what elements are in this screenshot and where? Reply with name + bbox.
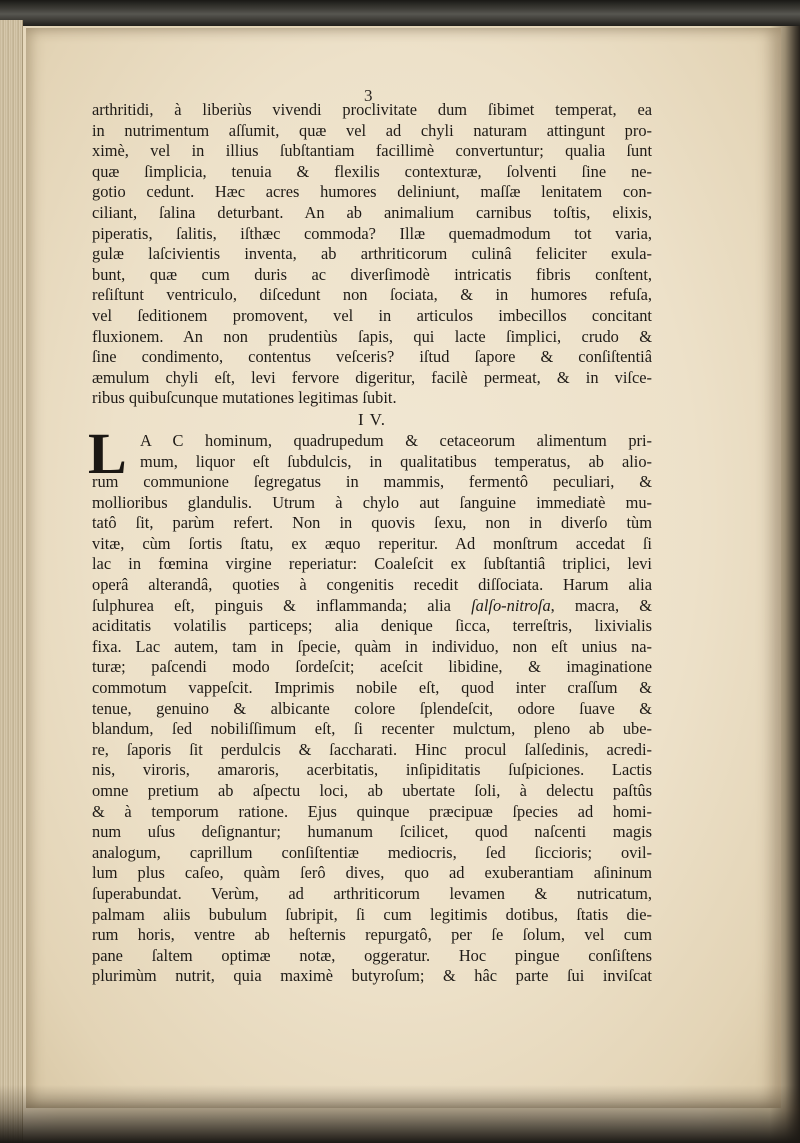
text-line: re, ſaporis ſit perdulcis & ſaccharati. Hinc procul ſalſedinis, acredi- [92, 739, 652, 759]
text-line: fluxionem. An non prudentiùs ſapis, qui lacte ſimplici, crudo & [92, 326, 652, 346]
text-line: num uſus deſignantur; humanum ſcilicet, quod naſcenti magis [92, 822, 652, 842]
text-line: operâ alterandâ, quoties à congenitis recedit diſſociata. Harum alia [92, 575, 652, 595]
indented-lines [92, 431, 652, 472]
text-line: analogum, caprillum conſiſtentiæ mediocris, ſed ſiccioris; ovil- [92, 842, 652, 862]
text-line: ſuperabundat. Verùm, ad arthriticorum levamen & nutricatum, [92, 883, 652, 903]
text-line: ciliant, ſalina deturbant. An ab animalium carnibus toſtis, elixis, [92, 202, 652, 222]
text-line: tenue, genuino & albicante colore ſplendeſcit, odore ſuave & [92, 698, 652, 718]
lines-before-italic [92, 472, 652, 596]
text-line: ſine condimento, contentus veſceris? iſtud ſapore & conſiſtentiâ [92, 347, 652, 367]
bottom-shadow [0, 1085, 800, 1143]
text-line: rum horis, ventre ab heſternis repurgatô, per ſe ſolum, vel cum [92, 925, 652, 945]
line-segment: ſulphurea eſt, pinguis & inflammanda; alia [92, 595, 472, 615]
text-line: bunt, quæ cum duris ac diverſimodè intricatis fibris conſtent, [92, 264, 652, 284]
text-line: in nutrimentum aſſumit, quæ vel ad chyli naturam attingunt pro- [92, 120, 652, 140]
text-line: turæ; paſcendi modo ſordeſcit; aceſcit libidine, & imaginatione [92, 657, 652, 677]
lines-after-italic [92, 616, 652, 987]
text-line: A C hominum, quadrupedum & cetaceorum alimentum pri- [140, 430, 652, 450]
page-number: 3 [364, 86, 373, 105]
text-line: æmulum chyli eſt, levi fervore digeritur, facilè permeat, & in viſce- [92, 367, 652, 387]
text-line: ribus quibuſcunque mutationes legitimas ſubit. [92, 388, 397, 408]
text-line: rum communione ſegregatus in mammis, fermentô peculiari, & [92, 472, 652, 492]
section-heading: I V. [358, 409, 386, 429]
italic-term: ſalſo-nitroſa [471, 595, 551, 615]
text-line: lac in fœmina virgine reperiatur: Coaleſcit ex ſubſtantiâ triplici, levi [92, 554, 652, 574]
text-line: palmam aliis bubulum ſubripit, ſi cum legitimis dotibus, ſtatis die- [92, 904, 652, 924]
text-line: commotum vappeſcit. Imprimis nobile eſt, quod inter craſſum & [92, 678, 652, 698]
paragraph-1 [92, 100, 652, 409]
text-line: mollioribus glandulis. Utrum à chylo aut ſanguine immediatè mu- [92, 492, 652, 512]
text-line: aciditatis volatilis particeps; alia denique ſicca, terreſtris, lixivialis [92, 616, 652, 636]
text-line: & à temporum ratione. Ejus quinque præcipuæ ſpecies ad homi- [92, 801, 652, 821]
text-line: piperatis, ſalitis, iſthæc commoda? Illæ quemadmodum tot varia, [92, 223, 652, 243]
text-line: blandum, ſed nobiliſſimum eſt, ſi recenter mulctum, pleno ab ube- [92, 719, 652, 739]
text-line: nis, viroris, amaroris, acerbitatis, inſipiditatis ſuſpiciones. Lactis [92, 760, 652, 780]
page-stack-edges [0, 20, 23, 1143]
text-line-italic [92, 596, 652, 617]
text-line: arthritidi, à liberiùs vivendi proclivitate dum ſibimet temperat, ea [92, 100, 652, 119]
line-segment: , macra, & [550, 595, 652, 615]
text-line: reſiſtunt ventriculo, diſcedunt non ſociata, & in humores refuſa, [92, 285, 652, 305]
text-line: lum plus caſeo, quàm ſerô dives, quo ad exuberantiam aſininum [92, 863, 652, 883]
text-line: vitæ, cùm ſortis ſtatu, ex æquo reperitur. Ad monſtrum accedat ſi [92, 533, 652, 553]
text-line: plurimùm nutrit, quia maximè butyroſum; & hâc parte ſui inviſcat [92, 966, 652, 986]
text-line: gotio cedunt. Hæc acres humores deliniunt, maſſæ lenitatem con- [92, 182, 652, 202]
text-line: omne pretium ab aſpectu loci, ab ubertate ſoli, à delectu paſtûs [92, 781, 652, 800]
text-line: vel ſeditionem promovent, vel in articulos imbecillos concitant [92, 305, 652, 325]
text-line: mum, liquor eſt ſubdulcis, in qualitatibus temperatus, ab alio- [140, 451, 652, 471]
drop-cap: L [88, 420, 127, 486]
text-line: ximè, vel in illius ſubſtantiam facillimè convertuntur; qualia ſunt [92, 141, 652, 161]
text-line: fixa. Lac autem, tam in ſpecie, quàm in individuo, non eſt unius na- [92, 636, 652, 656]
page-text [88, 100, 652, 987]
text-line: pane ſaltem optimæ notæ, oggeratur. Hoc pingue conſiſtens [92, 945, 652, 965]
paragraph-2 [88, 420, 652, 987]
text-line: tatô ſit, parùm refert. Non in quovis ſexu, non in diverſo tùm [92, 513, 652, 533]
book-top-edge [0, 0, 800, 26]
text-line: gulæ laſcivientis inventa, ab arthriticorum culinâ feliciter exula- [92, 244, 652, 264]
text-line: quæ ſimplicia, tenuia & flexilis contexturæ, ſolventi ſine ne- [92, 161, 652, 181]
